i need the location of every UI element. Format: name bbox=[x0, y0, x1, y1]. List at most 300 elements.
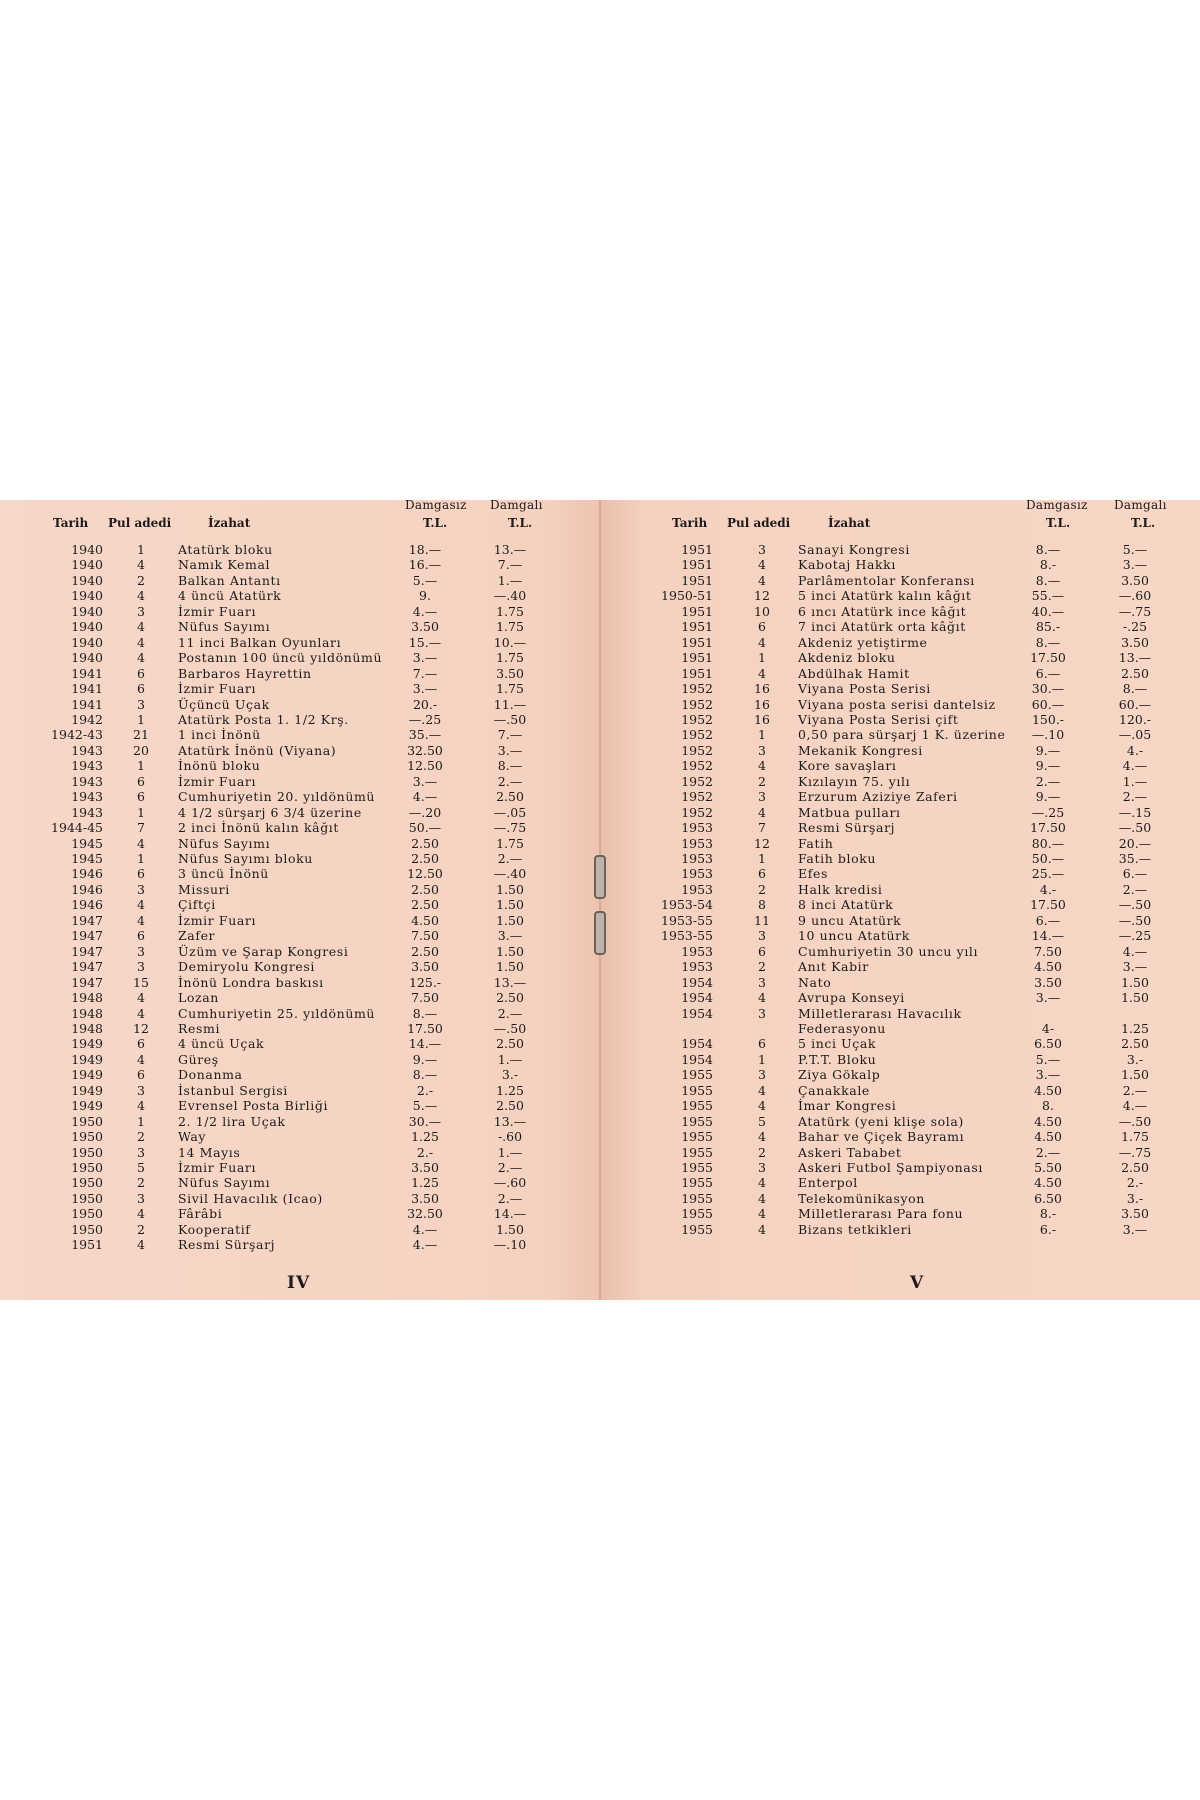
table-row bbox=[600, 897, 1200, 913]
unused-price-cell: 3.— bbox=[1035, 990, 1061, 1006]
description-cell: İzmir Fuarı bbox=[178, 603, 257, 619]
year-cell: 1951 bbox=[681, 650, 713, 666]
year-cell: 1951 bbox=[681, 665, 713, 681]
description-cell: İzmir Fuarı bbox=[178, 912, 257, 928]
count-cell: 3 bbox=[137, 1144, 145, 1160]
count-cell: 6 bbox=[137, 928, 145, 944]
count-cell: 3 bbox=[758, 789, 766, 805]
count-cell: 4 bbox=[758, 1221, 766, 1237]
unused-price-cell: 40.— bbox=[1031, 603, 1065, 619]
unused-price-cell: 35.— bbox=[408, 727, 442, 743]
year-cell: 1952 bbox=[681, 742, 713, 758]
unused-price-cell: 80.— bbox=[1031, 835, 1065, 851]
table-row bbox=[600, 542, 1200, 558]
header-tarih: Tarih bbox=[53, 516, 89, 530]
year-cell: 1952 bbox=[681, 789, 713, 805]
unused-price-cell: 6.50 bbox=[1034, 1190, 1062, 1206]
year-cell: 1953 bbox=[681, 851, 713, 866]
used-price-cell: 6.— bbox=[1122, 866, 1148, 882]
used-price-cell: 60.— bbox=[1118, 696, 1152, 712]
unused-price-cell: —.25 bbox=[408, 711, 442, 727]
year-cell: 1946 bbox=[71, 866, 103, 882]
used-price-cell: 1.— bbox=[1122, 773, 1148, 789]
used-price-cell: 2.50 bbox=[496, 1036, 524, 1052]
unused-price-cell: 4.— bbox=[412, 1221, 438, 1237]
used-price-cell: 13.— bbox=[493, 542, 527, 557]
description-cell: Kore savaşları bbox=[798, 758, 897, 774]
used-price-cell: 8.— bbox=[497, 758, 523, 774]
year-cell: 1940 bbox=[71, 603, 103, 619]
description-cell: Parlâmentolar Konferansı bbox=[798, 572, 975, 588]
table-row bbox=[600, 959, 1200, 975]
table-row bbox=[600, 727, 1200, 743]
table-row bbox=[0, 836, 600, 852]
unused-price-cell: 3.— bbox=[412, 773, 438, 789]
description-cell: 9 uncu Atatürk bbox=[798, 912, 902, 928]
description-cell: Cumhuriyetin 20. yıldönümü bbox=[178, 789, 376, 805]
used-price-cell: —.50 bbox=[493, 711, 527, 727]
year-cell: 1948 bbox=[71, 1020, 103, 1036]
description-cell: Halk kredisi bbox=[798, 881, 883, 897]
count-cell: 1 bbox=[137, 804, 145, 820]
unused-price-cell: 3.— bbox=[1035, 1067, 1061, 1083]
description-cell: 2 inci İnönü kalın kâğıt bbox=[178, 820, 340, 836]
year-cell: 1952 bbox=[681, 696, 713, 712]
description-cell: Nüfus Sayımı bbox=[178, 835, 271, 851]
table-row bbox=[600, 666, 1200, 682]
count-cell: 6 bbox=[758, 1036, 766, 1052]
unused-price-cell: 2.— bbox=[1035, 773, 1061, 789]
year-cell: 1950 bbox=[71, 1206, 103, 1222]
table-row bbox=[0, 1222, 600, 1238]
unused-price-cell: 9.— bbox=[1035, 758, 1061, 774]
used-price-cell: —.50 bbox=[1118, 912, 1152, 928]
count-cell: 1 bbox=[137, 758, 145, 774]
unused-price-cell: 50.— bbox=[408, 820, 442, 836]
table-row bbox=[0, 1006, 600, 1022]
count-cell: 16 bbox=[754, 711, 770, 727]
count-cell: 3 bbox=[137, 696, 145, 712]
count-cell: 16 bbox=[754, 696, 770, 712]
unused-price-cell: 17.50 bbox=[407, 1020, 443, 1036]
table-row bbox=[600, 758, 1200, 774]
year-cell: 1951 bbox=[681, 572, 713, 588]
table-row bbox=[600, 928, 1200, 944]
used-price-cell: -.25 bbox=[1122, 619, 1148, 635]
unused-price-cell: 4.- bbox=[1039, 881, 1057, 897]
used-price-cell: 5.— bbox=[1122, 542, 1148, 557]
used-price-cell: 4.— bbox=[1122, 943, 1148, 959]
table-row bbox=[0, 789, 600, 805]
description-cell: Matbua pulları bbox=[798, 804, 901, 820]
used-price-cell: 7.— bbox=[497, 727, 523, 743]
count-cell: 2 bbox=[758, 959, 766, 975]
used-price-cell: 1.50 bbox=[1121, 1067, 1149, 1083]
used-price-cell: 3.50 bbox=[1121, 634, 1149, 650]
count-cell: 4 bbox=[137, 1098, 145, 1114]
description-cell: 4 1/2 sürşarj 6 3/4 üzerine bbox=[178, 804, 362, 820]
year-cell: 1940 bbox=[71, 650, 103, 666]
year-cell: 1940 bbox=[71, 634, 103, 650]
year-cell: 1950-51 bbox=[661, 588, 713, 604]
year-cell: 1943 bbox=[71, 758, 103, 774]
table-row bbox=[600, 557, 1200, 573]
unused-price-cell: 4.50 bbox=[1034, 959, 1062, 975]
description-cell: Atatürk bloku bbox=[178, 542, 273, 557]
page-number-left: IV bbox=[287, 1273, 311, 1293]
used-price-cell: 3.— bbox=[497, 928, 523, 944]
unused-price-cell: 8.— bbox=[1035, 572, 1061, 588]
unused-price-cell: 30.— bbox=[1031, 681, 1065, 697]
description-cell: Ziya Gökalp bbox=[798, 1067, 881, 1083]
year-cell: 1955 bbox=[681, 1175, 713, 1191]
table-row bbox=[0, 619, 600, 635]
used-price-cell: —.50 bbox=[493, 1020, 527, 1036]
table-row bbox=[0, 1083, 600, 1099]
table-row bbox=[600, 1145, 1200, 1161]
unused-price-cell: 8.— bbox=[412, 1067, 438, 1083]
count-cell: 12 bbox=[133, 1020, 149, 1036]
table-row bbox=[600, 913, 1200, 929]
table-row bbox=[600, 820, 1200, 836]
unused-price-cell: 3.50 bbox=[411, 959, 439, 975]
count-cell: 1 bbox=[137, 711, 145, 727]
year-cell: 1953 bbox=[681, 881, 713, 897]
used-price-cell: 1.75 bbox=[496, 603, 524, 619]
unused-price-cell: 4.— bbox=[412, 603, 438, 619]
description-cell: Federasyonu bbox=[798, 1020, 886, 1036]
description-cell: Çanakkale bbox=[798, 1082, 870, 1098]
used-price-cell: 10.— bbox=[493, 634, 527, 650]
description-cell: Avrupa Konseyi bbox=[798, 990, 905, 1006]
count-cell: 12 bbox=[754, 835, 770, 851]
year-cell: 1952 bbox=[681, 681, 713, 697]
header-damgali: Damgalı bbox=[490, 498, 543, 512]
table-row bbox=[600, 743, 1200, 759]
unused-price-cell: 4- bbox=[1041, 1020, 1055, 1036]
unused-price-cell: 50.— bbox=[1031, 851, 1065, 866]
count-cell: 6 bbox=[758, 619, 766, 635]
unused-price-cell: 32.50 bbox=[407, 742, 443, 758]
count-cell: 11 bbox=[754, 912, 770, 928]
unused-price-cell: 16.— bbox=[408, 557, 442, 573]
description-cell: İzmir Fuarı bbox=[178, 1160, 257, 1175]
year-cell: 1943 bbox=[71, 789, 103, 805]
unused-price-cell: 8. bbox=[1042, 1098, 1054, 1114]
table-row bbox=[600, 1206, 1200, 1222]
used-price-cell: 3.— bbox=[1122, 557, 1148, 573]
table-row bbox=[0, 1191, 600, 1207]
used-price-cell: 13.— bbox=[493, 1113, 527, 1129]
unused-price-cell: 125.- bbox=[408, 974, 442, 990]
count-cell: 6 bbox=[137, 866, 145, 882]
unused-price-cell: 2.50 bbox=[411, 881, 439, 897]
unused-price-cell: 5.— bbox=[1035, 1051, 1061, 1067]
count-cell: 2 bbox=[137, 1129, 145, 1145]
year-cell: 1949 bbox=[71, 1051, 103, 1067]
used-price-cell: 1.50 bbox=[496, 1221, 524, 1237]
table-row bbox=[0, 1067, 600, 1083]
used-price-cell: 2.— bbox=[497, 1160, 523, 1175]
description-cell: Namık Kemal bbox=[178, 557, 271, 573]
description-cell: Fârâbi bbox=[178, 1206, 223, 1222]
description-cell: 2. 1/2 lira Uçak bbox=[178, 1113, 286, 1129]
description-cell: Güreş bbox=[178, 1051, 219, 1067]
year-cell: 1940 bbox=[71, 557, 103, 573]
unused-price-cell: 2.50 bbox=[411, 897, 439, 913]
table-row bbox=[0, 897, 600, 913]
year-cell: 1940 bbox=[71, 542, 103, 557]
count-cell: 10 bbox=[754, 603, 770, 619]
count-cell: 1 bbox=[758, 1051, 766, 1067]
table-row bbox=[0, 681, 600, 697]
table-row bbox=[0, 697, 600, 713]
left-page bbox=[0, 500, 600, 1300]
used-price-cell: 2.— bbox=[1122, 881, 1148, 897]
year-cell: 1955 bbox=[681, 1144, 713, 1160]
table-row bbox=[0, 1145, 600, 1161]
used-price-cell: 1.— bbox=[497, 1144, 523, 1160]
table-row bbox=[0, 1160, 600, 1176]
count-cell: 4 bbox=[758, 1190, 766, 1206]
count-cell: 3 bbox=[137, 881, 145, 897]
header-damgasiz: Damgasız bbox=[405, 498, 467, 512]
count-cell: 4 bbox=[758, 1098, 766, 1114]
year-cell: 1950 bbox=[71, 1190, 103, 1206]
description-cell: 1 inci İnönü bbox=[178, 727, 261, 743]
year-cell: 1942-43 bbox=[51, 727, 103, 743]
count-cell: 4 bbox=[758, 665, 766, 681]
table-row bbox=[0, 650, 600, 666]
unused-price-cell: 55.— bbox=[1031, 588, 1065, 604]
description-cell: Mekanik Kongresi bbox=[798, 742, 923, 758]
description-cell: Anıt Kabir bbox=[798, 959, 869, 975]
count-cell: 6 bbox=[758, 866, 766, 882]
count-cell: 3 bbox=[758, 928, 766, 944]
description-cell: Donanma bbox=[178, 1067, 243, 1083]
description-cell: 5 inci Uçak bbox=[798, 1036, 877, 1052]
used-price-cell: 1.75 bbox=[496, 681, 524, 697]
year-cell: 1952 bbox=[681, 727, 713, 743]
year-cell: 1952 bbox=[681, 773, 713, 789]
unused-price-cell: 17.50 bbox=[1030, 650, 1066, 666]
table-row bbox=[0, 758, 600, 774]
count-cell: 2 bbox=[137, 1221, 145, 1237]
year-cell: 1955 bbox=[681, 1129, 713, 1145]
description-cell: 8 inci Atatürk bbox=[798, 897, 894, 913]
description-cell: 3 üncü İnönü bbox=[178, 866, 269, 882]
unused-price-cell: 3.50 bbox=[1034, 974, 1062, 990]
count-cell: 2 bbox=[758, 881, 766, 897]
year-cell: 1940 bbox=[71, 619, 103, 635]
description-cell: Telekomünikasyon bbox=[798, 1190, 925, 1206]
year-cell: 1951 bbox=[681, 557, 713, 573]
table-row bbox=[600, 975, 1200, 991]
description-cell: Resmi Sürşarj bbox=[798, 820, 896, 836]
count-cell: 4 bbox=[137, 990, 145, 1006]
description-cell: Enterpol bbox=[798, 1175, 858, 1191]
year-cell: 1954 bbox=[681, 1005, 713, 1021]
year-cell: 1953 bbox=[681, 959, 713, 975]
used-price-cell: 2.— bbox=[497, 1190, 523, 1206]
count-cell: 6 bbox=[758, 943, 766, 959]
count-cell: 3 bbox=[758, 1005, 766, 1021]
used-price-cell: 8.— bbox=[1122, 681, 1148, 697]
unused-price-cell: 2.— bbox=[1035, 1144, 1061, 1160]
unused-price-cell: 2.50 bbox=[411, 943, 439, 959]
description-cell: Viyana Posta Serisi bbox=[798, 681, 931, 697]
unused-price-cell: 1.25 bbox=[411, 1175, 439, 1191]
used-price-cell: 14.— bbox=[493, 1206, 527, 1222]
count-cell: 21 bbox=[133, 727, 149, 743]
used-price-cell: —.10 bbox=[493, 1237, 527, 1253]
used-price-cell: 1.— bbox=[497, 1051, 523, 1067]
year-cell: 1945 bbox=[71, 835, 103, 851]
description-cell: Viyana Posta Serisi çift bbox=[798, 711, 959, 727]
count-cell: 6 bbox=[137, 681, 145, 697]
used-price-cell: 13.— bbox=[1118, 650, 1152, 666]
unused-price-cell: 7.50 bbox=[411, 990, 439, 1006]
unused-price-cell: 25.— bbox=[1031, 866, 1065, 882]
year-cell: 1949 bbox=[71, 1036, 103, 1052]
year-cell: 1955 bbox=[681, 1221, 713, 1237]
count-cell: 1 bbox=[758, 851, 766, 866]
unused-price-cell: 9.— bbox=[1035, 789, 1061, 805]
table-row bbox=[0, 913, 600, 929]
table-row bbox=[0, 866, 600, 882]
table-row bbox=[600, 836, 1200, 852]
table-row bbox=[600, 1160, 1200, 1176]
used-price-cell: 2.50 bbox=[1121, 1036, 1149, 1052]
description-cell: İzmir Fuarı bbox=[178, 681, 257, 697]
unused-price-cell: 7.50 bbox=[1034, 943, 1062, 959]
count-cell: 4 bbox=[758, 1206, 766, 1222]
count-cell: 3 bbox=[137, 1082, 145, 1098]
used-price-cell: 1.75 bbox=[496, 619, 524, 635]
used-price-cell: —.40 bbox=[493, 866, 527, 882]
count-cell: 4 bbox=[137, 634, 145, 650]
description-cell: Postanın 100 üncü yıldönümü bbox=[178, 650, 383, 666]
table-row bbox=[600, 866, 1200, 882]
count-cell: 7 bbox=[137, 820, 145, 836]
year-cell: 1941 bbox=[71, 665, 103, 681]
unused-price-cell: 4.— bbox=[412, 1237, 438, 1253]
count-cell: 4 bbox=[137, 835, 145, 851]
description-cell: 14 Mayıs bbox=[178, 1144, 241, 1160]
year-cell: 1950 bbox=[71, 1113, 103, 1129]
used-price-cell: 2.50 bbox=[496, 990, 524, 1006]
description-cell: Sivil Havacılık (Icao) bbox=[178, 1190, 323, 1206]
used-price-cell: 3.- bbox=[1126, 1190, 1144, 1206]
unused-price-cell: 4.50 bbox=[411, 912, 439, 928]
unused-price-cell: —.10 bbox=[1031, 727, 1065, 743]
unused-price-cell: 60.— bbox=[1031, 696, 1065, 712]
count-cell: 1 bbox=[758, 727, 766, 743]
count-cell: 15 bbox=[133, 974, 149, 990]
unused-price-cell: 2.- bbox=[416, 1082, 434, 1098]
table-row bbox=[600, 619, 1200, 635]
table-row bbox=[600, 990, 1200, 1006]
table-row bbox=[0, 635, 600, 651]
header-izahat: İzahat bbox=[208, 516, 251, 530]
year-cell: 1949 bbox=[71, 1082, 103, 1098]
table-row bbox=[0, 1052, 600, 1068]
year-cell: 1954 bbox=[681, 990, 713, 1006]
count-cell: 5 bbox=[758, 1113, 766, 1129]
description-cell: Atatürk (yeni klişe sola) bbox=[798, 1113, 964, 1129]
used-price-cell: 13.— bbox=[493, 974, 527, 990]
unused-price-cell: 30.— bbox=[408, 1113, 442, 1129]
used-price-cell: 2.50 bbox=[496, 1098, 524, 1114]
used-price-cell: 2.50 bbox=[496, 789, 524, 805]
count-cell: 2 bbox=[137, 1175, 145, 1191]
unused-price-cell: 85.- bbox=[1035, 619, 1061, 635]
description-cell: 4 üncü Uçak bbox=[178, 1036, 265, 1052]
description-cell: P.T.T. Bloku bbox=[798, 1051, 877, 1067]
unused-price-cell: 6.— bbox=[1035, 665, 1061, 681]
year-cell: 1955 bbox=[681, 1206, 713, 1222]
count-cell: 4 bbox=[137, 557, 145, 573]
description-cell: Balkan Antantı bbox=[178, 572, 281, 588]
unused-price-cell: 15.— bbox=[408, 634, 442, 650]
unused-price-cell: 2.50 bbox=[411, 835, 439, 851]
used-price-cell: -.60 bbox=[497, 1129, 523, 1145]
year-cell: 1951 bbox=[681, 603, 713, 619]
year-cell: 1941 bbox=[71, 696, 103, 712]
unused-price-cell: 8.— bbox=[1035, 542, 1061, 557]
table-row bbox=[0, 666, 600, 682]
used-price-cell: 1.50 bbox=[496, 912, 524, 928]
count-cell: 3 bbox=[758, 542, 766, 557]
table-row bbox=[0, 820, 600, 836]
table-row bbox=[0, 727, 600, 743]
year-cell: 1951 bbox=[681, 542, 713, 557]
unused-price-cell: 12.50 bbox=[407, 866, 443, 882]
used-price-cell: 11.— bbox=[493, 696, 527, 712]
table-row bbox=[600, 588, 1200, 604]
table-row bbox=[0, 990, 600, 1006]
booklet-spread bbox=[0, 500, 1200, 1300]
table-row bbox=[600, 851, 1200, 867]
description-cell: Nüfus Sayımı bbox=[178, 619, 271, 635]
count-cell: 3 bbox=[758, 974, 766, 990]
table-row bbox=[600, 1021, 1200, 1037]
unused-price-cell: 6.— bbox=[1035, 912, 1061, 928]
description-cell: Üzüm ve Şarap Kongresi bbox=[178, 943, 349, 959]
count-cell: 12 bbox=[754, 588, 770, 604]
header-damgali: Damgalı bbox=[1114, 498, 1167, 512]
unused-price-cell: 9. bbox=[419, 588, 431, 604]
description-cell: Milletlerarası Para fonu bbox=[798, 1206, 964, 1222]
description-cell: Kızılayın 75. yılı bbox=[798, 773, 911, 789]
table-row bbox=[0, 743, 600, 759]
count-cell: 1 bbox=[137, 1113, 145, 1129]
description-cell: Resmi bbox=[178, 1020, 221, 1036]
used-price-cell: —.50 bbox=[1118, 897, 1152, 913]
header-pul-adedi: Pul adedi bbox=[727, 516, 791, 530]
unused-price-cell: 8.- bbox=[1039, 557, 1057, 573]
year-cell: 1943 bbox=[71, 742, 103, 758]
description-cell: İzmir Fuarı bbox=[178, 773, 257, 789]
description-cell: Bahar ve Çiçek Bayramı bbox=[798, 1129, 965, 1145]
count-cell: 4 bbox=[137, 897, 145, 913]
table-row bbox=[0, 975, 600, 991]
description-cell: Viyana posta serisi dantelsiz bbox=[798, 696, 996, 712]
count-cell: 1 bbox=[137, 542, 145, 557]
table-row bbox=[0, 1098, 600, 1114]
count-cell: 4 bbox=[137, 1206, 145, 1222]
year-cell: 1952 bbox=[681, 804, 713, 820]
